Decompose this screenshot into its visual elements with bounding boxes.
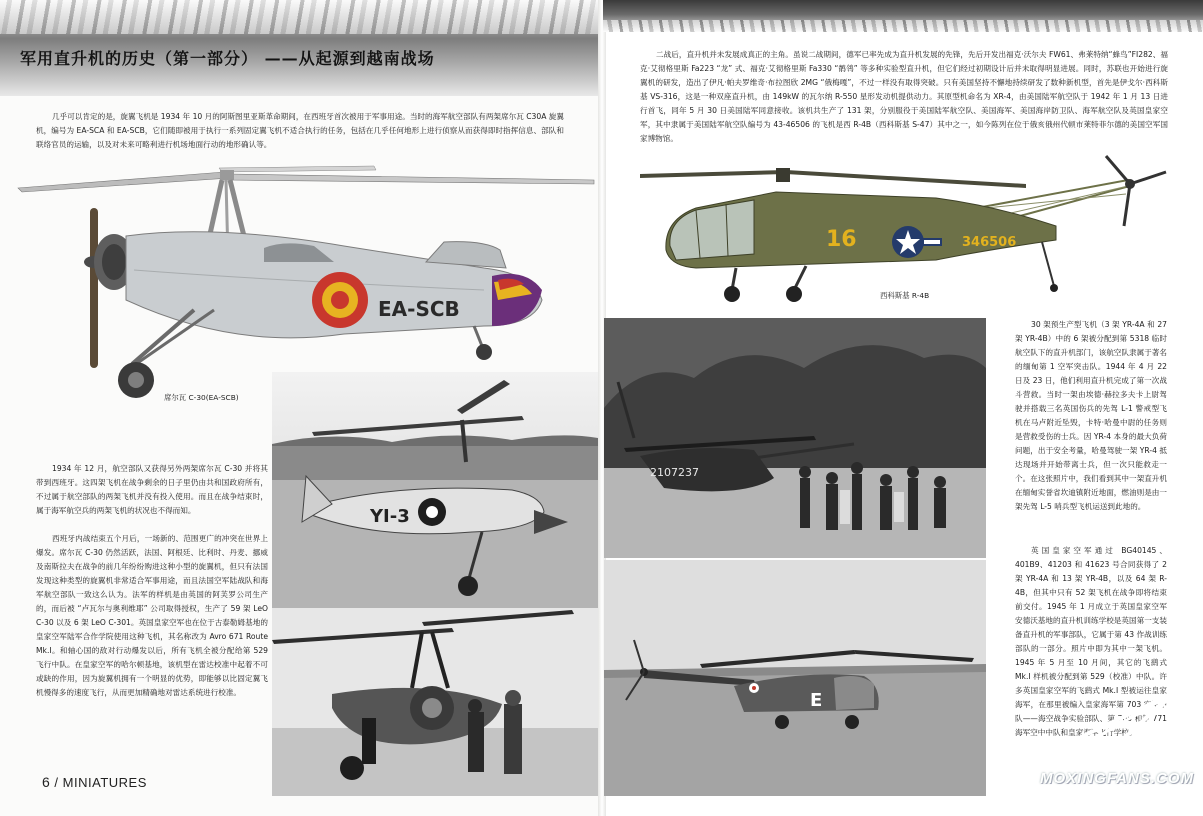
folio-separator: / [54, 775, 59, 790]
photo1-code-text: YI-3 [370, 506, 410, 527]
paragraph-yr4-burma: 30 架预生产型飞机（3 架 YR-4A 和 27 架 YR-4B）中的 6 架被分配到第 5318 临时航空队下的直升机部门，该航空队隶属于著名的缅甸第 1 空军突击队。1944 年 4 月 22 日及 23 日，他们利用直升机完成了第一次战斗营救。当时一架由埃德·赫拉多夫卡上尉驾驶并搭载三名英国伤兵的先驾 L-1 警戒型飞机在马卢附近坠毁，卡特·哈曼中尉的任务则是营救受伤的士兵。因 YR-4 本身的最大负荷问题，出于安全考量，哈曼驾驶一架 YR-4 抵达现场并开始带离士兵，但一次只能救走一个。在这张照片中，我们看到其中一架直升机在缅甸实誉省坎迪镇附近地面，燃油则是由一架先驾 L-5 哨兵型飞机运送到此地的。 [1015, 320, 1167, 511]
photo-hoverfly-e [604, 560, 986, 796]
page-number: 6 [42, 774, 51, 790]
r4b-serial-text: 346506 [962, 235, 1017, 250]
paragraph-royal-navy: 英国皇家空军通过 BG40145、401B9、41203 和 41623 号合同获得了 2 架 YR-4A 和 13 架 YR-4B，以及 64 架 R-4B，但其中只有 52 架飞机在战争即将结束前交付。1945 年 1 月成立于英国皇家空军安德沃基地的直升机训练学校是英国第一支装备直升机的军事部队，它属于第 43 作战训练部队的一部分。照片中即为其中一架飞机。1945 年 5 月至 10 月间，其它的飞鹞式 Mk.I 样机被分配到第 529（校准）中队。许多英国皇家空军的飞鹞式 Mk.I 型被运往皇家海军，在那里被编入皇家海军第 703 空军中队——海空战争实验部队、第 705 和第 771 海军空中中队和皇家海军飞行学校。 [1015, 546, 1167, 737]
photo3-serial-text: 2107237 [650, 466, 699, 479]
intro-paragraph: 几乎可以肯定的是，旋翼飞机是 1934 年 10 月的阿斯图里亚斯革命期间，在西班牙首次被用于军事用途。当时的海军航空部队有两架席尔瓦 C30A 旋翼机，编号为 EA-SCA 和 EA-SCB，它们随即被用于执行一系列固定翼飞机不适合执行的任务，包括在几乎任何地形上进行侦察从而获得即时指挥信息、部队和联络官员的运输，以及对未来可略利进行机场地面行动的地形确认等。 [36, 112, 564, 149]
right-page-banner [603, 0, 1203, 32]
sikorsky-r4b-illustration [636, 150, 1188, 310]
photo-autogiro-airfield [272, 372, 598, 608]
photo-autogiro-crew [272, 608, 598, 796]
paragraph-spanish-civil-war: 西班牙内战结束五个月后，一场新的、范围更广的冲突在世界上爆发。席尔瓦 C-30 仍然活跃，法国、阿根廷、比利时、丹麦、挪威及南斯拉夫在战争的前几年纷纷购进这种小型的旋翼机，但只有法国发现这种类型的旋翼机非常适合军事用途，而且法国空军陆战队和海军航空部队一致这么认为。法军的样机是由英国的阿芙罗公司生产的，而后被 “卢瓦尔与奥利维耶” 公司取得授权，生产了 59 架 LeO C-30 以及 6 架 LeO C-301。英国皇家空军也在位于古泰勒姆基地的皇家空军陆军合作学院使用这种飞机，其名称改为 Avro 671 Route Mk.I。和轴心国的敌对行动爆发以后，所有飞机全被分配给第 529 飞行中队。在皇家空军的哈尔顿基地，该机型在雷达校准中起着不可或缺的作用，因为旋翼机拥有一个明显的优势，即能够以比固定翼飞机慢得多的速度飞行，从而更加精确地对雷达系统进行校准。 [36, 534, 268, 697]
page-folio [42, 774, 147, 790]
r4b-number-text: 16 [826, 227, 857, 252]
magazine-name: MINIATURES [62, 775, 147, 790]
paragraph-1934: 1934 年 12 月，航空部队又获得另外两架席尔瓦 C-30 并将其带到西班牙。这四架飞机在战争剩余的日子里仍由共和国政府所有，不过属于航空部队的两架飞机并没有投入使用。而且在战争结束时，属于海军航空兵的两架飞机的状况也不得而知。 [36, 464, 268, 515]
paragraph-post-war: 二战后，直升机并未发展成真正的主角。虽说二战期间，德军已率先成为直升机发展的先锋，先后开发出福克·沃尔夫 FW61、弗莱特纳“蜂鸟”FI282、福克·艾彻格里斯 Fa223 “龙” 式、福克·艾彻格里斯 Fa330 “鹡鸰” 等多种实验型直升机，但它们经过初期设计后并未取得明显进展。同时，苏联也开始进行旋翼机的研发，造出了伊凡·帕夫罗维奇·布拉图欣 2MG “俄梅嘎”，不过一样没有取得突破。只有美国坚持不懈地持续研发了数种新机型，首先是伊戈尔·西科斯基 VS-316，这是一种双座直升机，由 149kW 的瓦尔纳 R-550 星形发动机提供动力。其原型机命名为 XR-4，由美国陆军航空队于 1942 年 1 月 13 日进行首飞，同年 5 月 30 日美国陆军同意接收。该机共生产了 131 架，分别服役于美国陆军航空队、美国海军、美国海岸防卫队、海军航空队及英国皇家空军，其中隶属于美国陆军航空队编号为 43-46506 的飞机是西 R-4B（西科斯基 S-47）其中之一，如今陈列在位于俄亥俄州代顿市莱特菲尔德的美国空军国家博物馆。 [640, 50, 1168, 143]
paper-plane-logo [1058, 690, 1176, 770]
r4b-caption: 西科斯基 R-4B [880, 291, 930, 300]
left-page [0, 0, 600, 816]
c30-registration-text: EA-SCB [378, 297, 460, 321]
photo-r4-burma [604, 318, 986, 558]
article-title: 军用直升机的历史（第一部分） ——从起源到越南战场 [20, 49, 435, 68]
c30-caption: 席尔瓦 C-30(EA-SCB) [164, 393, 239, 402]
cierva-c30-illustration [14, 150, 604, 410]
watermark-text: MOXINGFANS.COM [1040, 770, 1195, 787]
photo4-code-text: E [810, 690, 823, 711]
